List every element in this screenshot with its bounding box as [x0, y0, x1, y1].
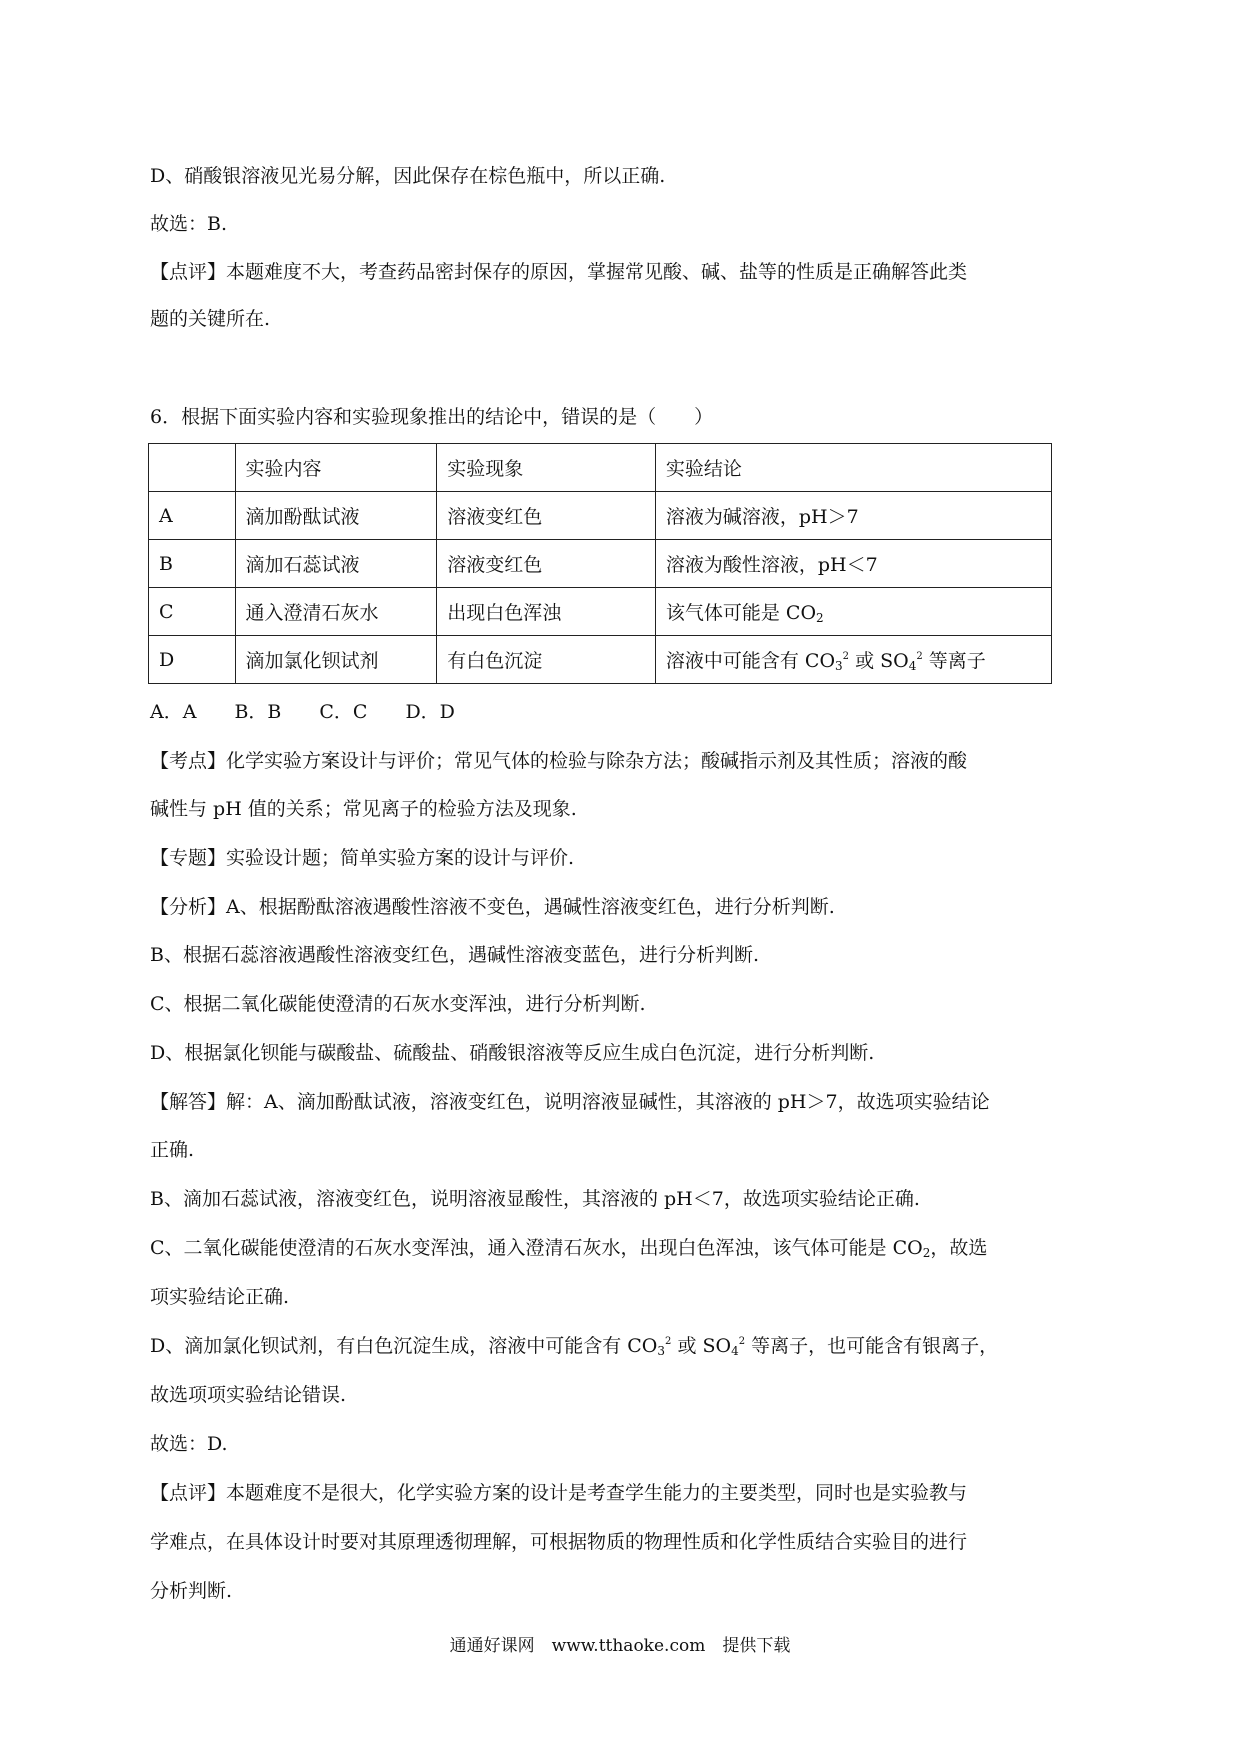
conclusion-text: 该气体可能是 CO — [665, 602, 817, 624]
row-phenomenon: 溶液变红色 — [437, 540, 656, 588]
dianping-line-1: 【点评】本题难度不是很大，化学实验方案的设计是考查学生能力的主要类型，同时也是实验教与 — [150, 1482, 968, 1504]
fenxi-line-c: C、根据二氧化碳能使澄清的石灰水变浑浊，进行分析判断. — [150, 993, 646, 1015]
fenxi-line-b: B、根据石蕊溶液遇酸性溶液变红色，遇碱性溶液变蓝色，进行分析判断. — [150, 944, 760, 966]
jieda-line-b: B、滴加石蕊试液，溶液变红色，说明溶液显酸性，其溶液的 pH＜7，故选项实验结论正确. — [150, 1188, 920, 1210]
conclusion-text: 溶液中可能含有 CO — [665, 650, 836, 672]
fenxi-line-d: D、根据氯化钡能与碳酸盐、硫酸盐、硝酸银溶液等反应生成白色沉淀，进行分析判断. — [150, 1042, 875, 1064]
table-header-cell: 实验结论 — [655, 444, 1051, 492]
choose-d-line: 故选：D. — [150, 1433, 228, 1455]
jieda-d1-sup2: 2 — [738, 1336, 746, 1347]
row-conclusion: 溶液为酸性溶液，pH＜7 — [655, 540, 1051, 588]
fenxi-line-a: 【分析】A、根据酚酞溶液遇酸性溶液不变色，遇碱性溶液变红色，进行分析判断. — [150, 896, 835, 918]
table-row — [149, 540, 1052, 588]
row-conclusion — [655, 588, 1051, 636]
table-row — [149, 636, 1052, 684]
row-content: 滴加氯化钡试剂 — [235, 636, 437, 684]
jieda-d1-text: D、滴加氯化钡试剂，有白色沉淀生成，溶液中可能含有 CO — [150, 1335, 658, 1357]
answer-d-line: D、硝酸银溶液见光易分解，因此保存在棕色瓶中，所以正确. — [150, 165, 666, 187]
table-header-cell: 实验现象 — [437, 444, 656, 492]
table-row — [149, 588, 1052, 636]
row-conclusion — [655, 636, 1051, 684]
jieda-c1-tail: ，故选 — [930, 1237, 988, 1259]
conclusion-sub2: 4 — [908, 659, 917, 673]
question-options: A．A B．B C．C D．D — [150, 701, 455, 723]
jieda-d1-tail: 等离子，也可能含有银离子， — [745, 1335, 999, 1357]
dianping-line-3: 分析判断. — [150, 1580, 233, 1602]
comment-line-1: 【点评】本题难度不大，考查药品密封保存的原因，掌握常见酸、碱、盐等的性质是正确解答此类 — [150, 261, 968, 283]
row-phenomenon: 溶液变红色 — [437, 492, 656, 540]
conclusion-tail: 等离子 — [922, 650, 986, 672]
row-label: C — [149, 588, 236, 636]
dianping-line-2: 学难点，在具体设计时要对其原理透彻理解，可根据物质的物理性质和化学性质结合实验目的进行 — [150, 1531, 968, 1553]
conclusion-sup1: 2 — [842, 651, 850, 662]
jieda-c1-subscript: 2 — [922, 1246, 931, 1260]
comment-line-2: 题的关键所在. — [150, 308, 271, 330]
jieda-line-d2: 故选项项实验结论错误. — [150, 1384, 347, 1406]
row-phenomenon: 有白色沉淀 — [437, 636, 656, 684]
zhuanti-line: 【专题】实验设计题；简单实验方案的设计与评价. — [150, 847, 575, 869]
row-label: D — [149, 636, 236, 684]
conclusion-sup2: 2 — [916, 651, 923, 662]
jieda-d1-mid: 或 SO — [671, 1335, 732, 1357]
kaodian-line-1: 【考点】化学实验方案设计与评价；常见气体的检验与除杂方法；酸碱指示剂及其性质；溶液的酸 — [150, 750, 968, 772]
jieda-line-c1 — [150, 1236, 987, 1260]
table-row — [149, 492, 1052, 540]
row-content: 滴加石蕊试液 — [235, 540, 437, 588]
jieda-c1-text: C、二氧化碳能使澄清的石灰水变浑浊，通入澄清石灰水，出现白色浑浊，该气体可能是 CO — [150, 1237, 923, 1259]
conclusion-sub1: 3 — [835, 659, 843, 673]
jieda-d1-sup1: 2 — [665, 1336, 672, 1347]
jieda-d1-sub1: 3 — [657, 1344, 666, 1358]
conclusion-subscript: 2 — [816, 611, 824, 625]
table-header-row — [149, 444, 1052, 492]
conclusion-mid: 或 SO — [849, 650, 909, 672]
row-label: A — [149, 492, 236, 540]
page-footer: 通通好课网 www.tthaoke.com 提供下载 — [449, 1636, 791, 1656]
table-header-cell: 实验内容 — [235, 444, 437, 492]
experiment-table — [148, 443, 1052, 684]
row-content: 滴加酚酞试液 — [235, 492, 437, 540]
choose-b-line: 故选：B. — [150, 213, 228, 235]
jieda-line-d1 — [150, 1334, 998, 1358]
jieda-d1-sub2: 4 — [731, 1344, 739, 1358]
jieda-line-c2: 项实验结论正确. — [150, 1286, 290, 1308]
row-phenomenon: 出现白色浑浊 — [437, 588, 656, 636]
row-label: B — [149, 540, 236, 588]
row-conclusion: 溶液为碱溶液，pH＞7 — [655, 492, 1051, 540]
row-content: 通入澄清石灰水 — [235, 588, 437, 636]
question-stem: 6．根据下面实验内容和实验现象推出的结论中，错误的是（ ） — [150, 406, 714, 428]
jieda-line-a2: 正确. — [150, 1139, 195, 1161]
kaodian-line-2: 碱性与 pH 值的关系；常见离子的检验方法及现象. — [150, 798, 577, 820]
jieda-line-a1: 【解答】解：A、滴加酚酞试液，溶液变红色，说明溶液显碱性，其溶液的 pH＞7，故选项实验结论 — [150, 1091, 990, 1113]
table-header-cell — [149, 444, 236, 492]
